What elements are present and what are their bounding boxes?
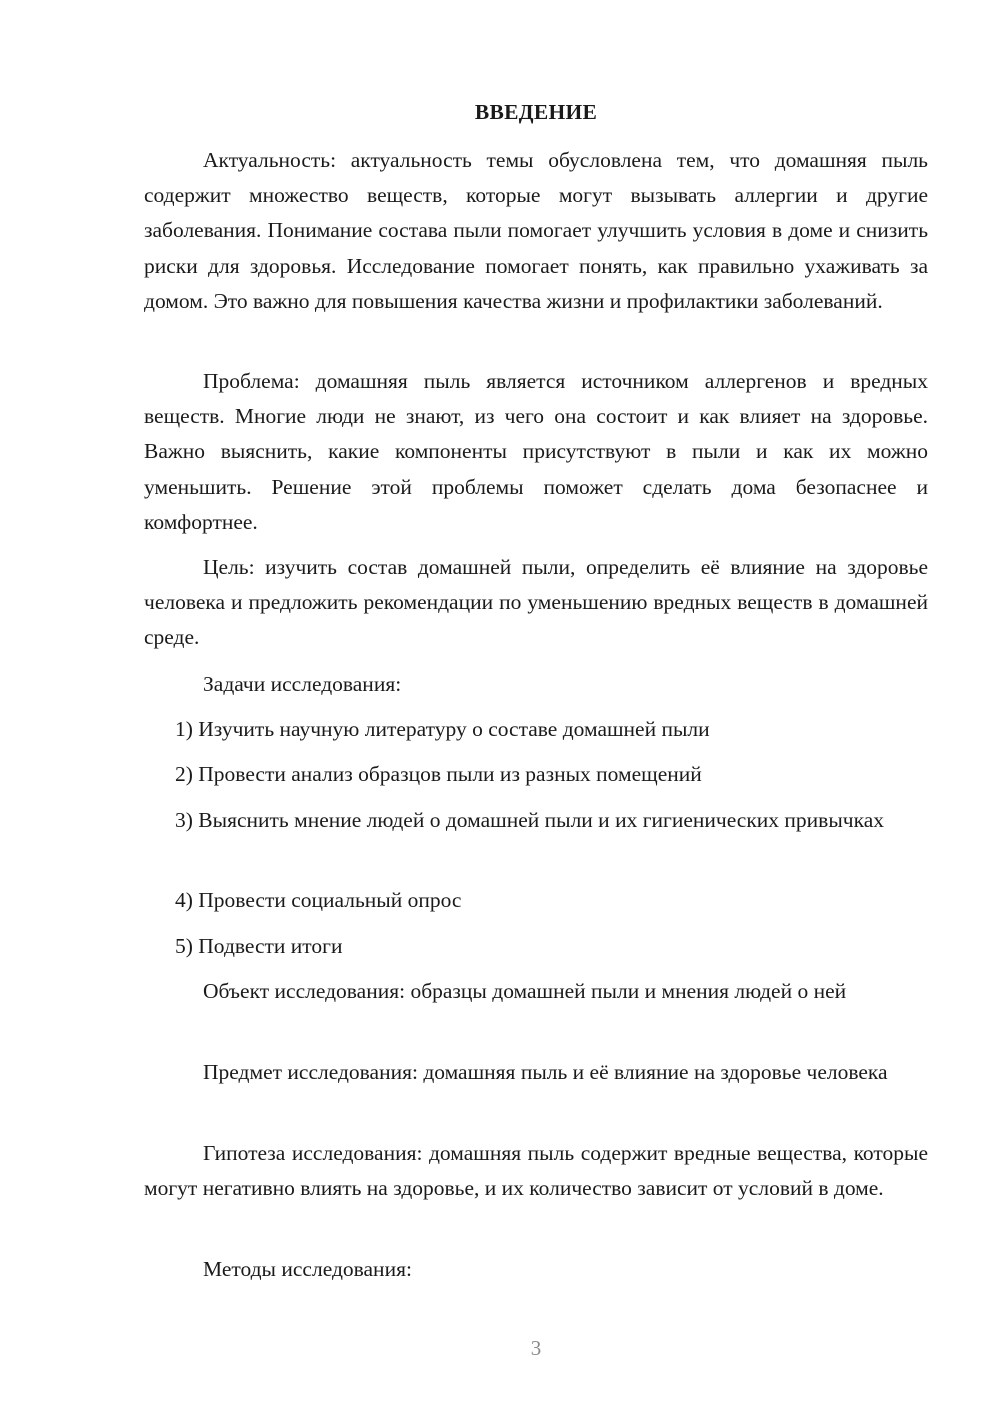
paragraph-tasks-heading: Задачи исследования: xyxy=(203,672,402,696)
list-item-task-2: 2) Провести анализ образцов пыли из разных помещений xyxy=(175,762,702,786)
page-number: 3 xyxy=(530,1336,542,1360)
paragraph-relevance: Актуальность: актуальность темы обусловлена тем, что домашняя пыль содержит множество веществ, которые могут вызывать аллергии и другие заболевания. Понимание состава пыли помогает улучшить условия в доме и снизить риски для здоровья. Исследование помогает понять, как правильно ухаживать за домом. Это важно для повышения качества жизни и профилактики заболеваний. xyxy=(144,148,928,313)
section-title: ВВЕДЕНИЕ xyxy=(474,100,598,124)
paragraph-problem: Проблема: домашняя пыль является источником аллергенов и вредных веществ. Многие люди не знают, из чего она состоит и как влияет на здоровье. Важно выяснить, какие компоненты присутствуют в пыли и как их можно уменьшить. Решение этой проблемы поможет сделать дома безопаснее и комфортнее. xyxy=(144,369,928,534)
list-item-task-3: 3) Выяснить мнение людей о домашней пыли и их гигиенических привычках xyxy=(175,808,884,832)
list-item-task-5: 5) Подвести итоги xyxy=(175,934,343,958)
list-item-task-4: 4) Провести социальный опрос xyxy=(175,888,462,912)
list-item-task-1: 1) Изучить научную литературу о составе домашней пыли xyxy=(175,717,710,741)
paragraph-goal: Цель: изучить состав домашней пыли, определить её влияние на здоровье человека и предложить рекомендации по уменьшению вредных веществ в домашней среде. xyxy=(144,555,928,650)
paragraph-subject: Предмет исследования: домашняя пыль и её влияние на здоровье человека xyxy=(203,1060,888,1084)
paragraph-methods: Методы исследования: xyxy=(203,1257,412,1281)
paragraph-object: Объект исследования: образцы домашней пыли и мнения людей о ней xyxy=(203,979,847,1003)
paragraph-hypothesis: Гипотеза исследования: домашняя пыль содержит вредные вещества, которые могут негативно влиять на здоровье, и их количество зависит от условий в доме. xyxy=(144,1141,928,1201)
